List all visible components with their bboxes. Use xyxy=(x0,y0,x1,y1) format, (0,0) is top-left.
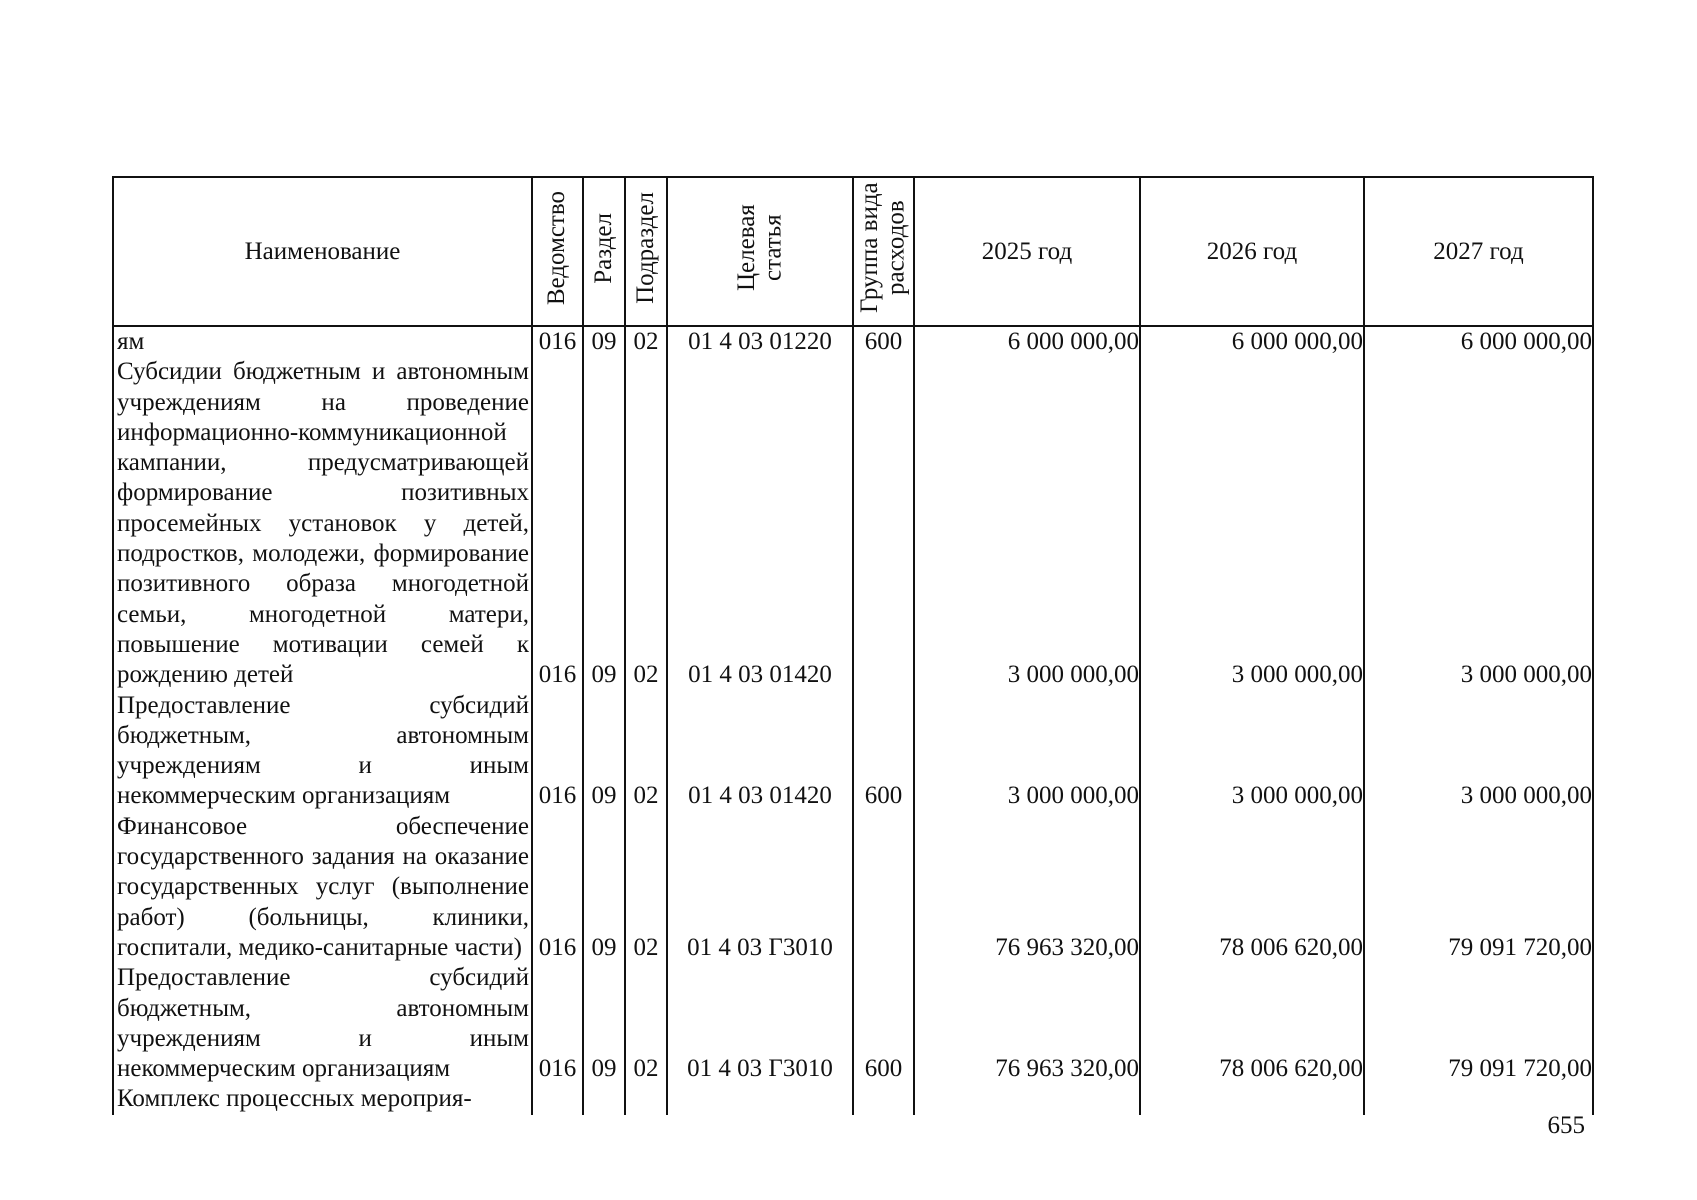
row-2025: 6 000 000,00 xyxy=(914,326,1140,357)
row-cs xyxy=(667,1084,853,1114)
row-name: Комплекс процессных мероприя- xyxy=(113,1084,532,1114)
row-cs: 01 4 03 01220 xyxy=(667,326,853,357)
row-name: Предоставление субсидий бюджетным, автономным учреждениям и иным некоммерческим организациям xyxy=(113,963,532,1084)
row-pr: 02 xyxy=(625,326,667,357)
row-cs: 01 4 03 Г3010 xyxy=(667,963,853,1084)
row-2026: 6 000 000,00 xyxy=(1140,326,1364,357)
budget-table xyxy=(112,176,1594,1115)
page-number: 655 xyxy=(1547,1112,1585,1139)
header-celevaya-statya: Целевая статья xyxy=(667,177,853,326)
row-pr: 02 xyxy=(625,963,667,1084)
row-ved: 016 xyxy=(532,812,583,963)
header-vedomstvo: Ведомство xyxy=(532,177,583,326)
row-vr: 600 xyxy=(853,326,914,357)
row-rz xyxy=(583,1084,625,1114)
row-2025 xyxy=(914,1084,1140,1114)
row-vr: 600 xyxy=(853,963,914,1084)
row-rz: 09 xyxy=(583,812,625,963)
row-cs: 01 4 03 Г3010 xyxy=(667,812,853,963)
table-row xyxy=(113,357,1593,690)
row-ved: 016 xyxy=(532,963,583,1084)
row-name: ям xyxy=(113,326,532,357)
row-2026 xyxy=(1140,1084,1364,1114)
row-ved: 016 xyxy=(532,357,583,690)
table-row xyxy=(113,691,1593,812)
row-2027 xyxy=(1364,1084,1593,1114)
header-podrazdel: Подраздел xyxy=(625,177,667,326)
row-2027: 6 000 000,00 xyxy=(1364,326,1593,357)
row-2027: 79 091 720,00 xyxy=(1364,963,1593,1084)
row-vr xyxy=(853,812,914,963)
row-rz: 09 xyxy=(583,357,625,690)
table-header-row xyxy=(113,177,1593,326)
header-gruppa-vida-rashodov: Группа вида расходов xyxy=(853,177,914,326)
row-ved xyxy=(532,1084,583,1114)
header-name: Наименование xyxy=(113,177,532,326)
row-pr: 02 xyxy=(625,812,667,963)
header-2027: 2027 год xyxy=(1364,177,1593,326)
row-pr: 02 xyxy=(625,691,667,812)
row-pr xyxy=(625,1084,667,1114)
table-row xyxy=(113,1084,1593,1114)
header-2026: 2026 год xyxy=(1140,177,1364,326)
row-name: Финансовое обеспечение государственного задания на оказание государственных услуг (выполнение работ) (больницы, клиники, госпитали, медико-санитарные части) xyxy=(113,812,532,963)
row-cs: 01 4 03 01420 xyxy=(667,691,853,812)
row-2026: 78 006 620,00 xyxy=(1140,963,1364,1084)
row-2025: 3 000 000,00 xyxy=(914,357,1140,690)
row-cs: 01 4 03 01420 xyxy=(667,357,853,690)
table-row xyxy=(113,326,1593,357)
row-2025: 3 000 000,00 xyxy=(914,691,1140,812)
row-name: Предоставление субсидий бюджетным, автономным учреждениям и иным некоммерческим организациям xyxy=(113,691,532,812)
row-rz: 09 xyxy=(583,326,625,357)
row-2026: 3 000 000,00 xyxy=(1140,691,1364,812)
row-ved: 016 xyxy=(532,691,583,812)
row-vr: 600 xyxy=(853,691,914,812)
row-2027: 79 091 720,00 xyxy=(1364,812,1593,963)
header-2025: 2025 год xyxy=(914,177,1140,326)
row-rz: 09 xyxy=(583,963,625,1084)
row-vr xyxy=(853,357,914,690)
row-2027: 3 000 000,00 xyxy=(1364,357,1593,690)
row-ved: 016 xyxy=(532,326,583,357)
row-rz: 09 xyxy=(583,691,625,812)
table-row xyxy=(113,963,1593,1084)
row-2027: 3 000 000,00 xyxy=(1364,691,1593,812)
header-razdel: Раздел xyxy=(583,177,625,326)
row-name: Субсидии бюджетным и автономным учреждениям на проведение информационно-коммуникационной кампании, предусматривающей формирование позитивных просемейных установок у детей, подростков, молодежи, формирование позитивного образа многодетной семьи, многодетной матери, повышение мотивации семей к рождению детей xyxy=(113,357,532,690)
row-2025: 76 963 320,00 xyxy=(914,812,1140,963)
row-2026: 3 000 000,00 xyxy=(1140,357,1364,690)
row-vr xyxy=(853,1084,914,1114)
table-row xyxy=(113,812,1593,963)
row-2025: 76 963 320,00 xyxy=(914,963,1140,1084)
row-2026: 78 006 620,00 xyxy=(1140,812,1364,963)
row-pr: 02 xyxy=(625,357,667,690)
